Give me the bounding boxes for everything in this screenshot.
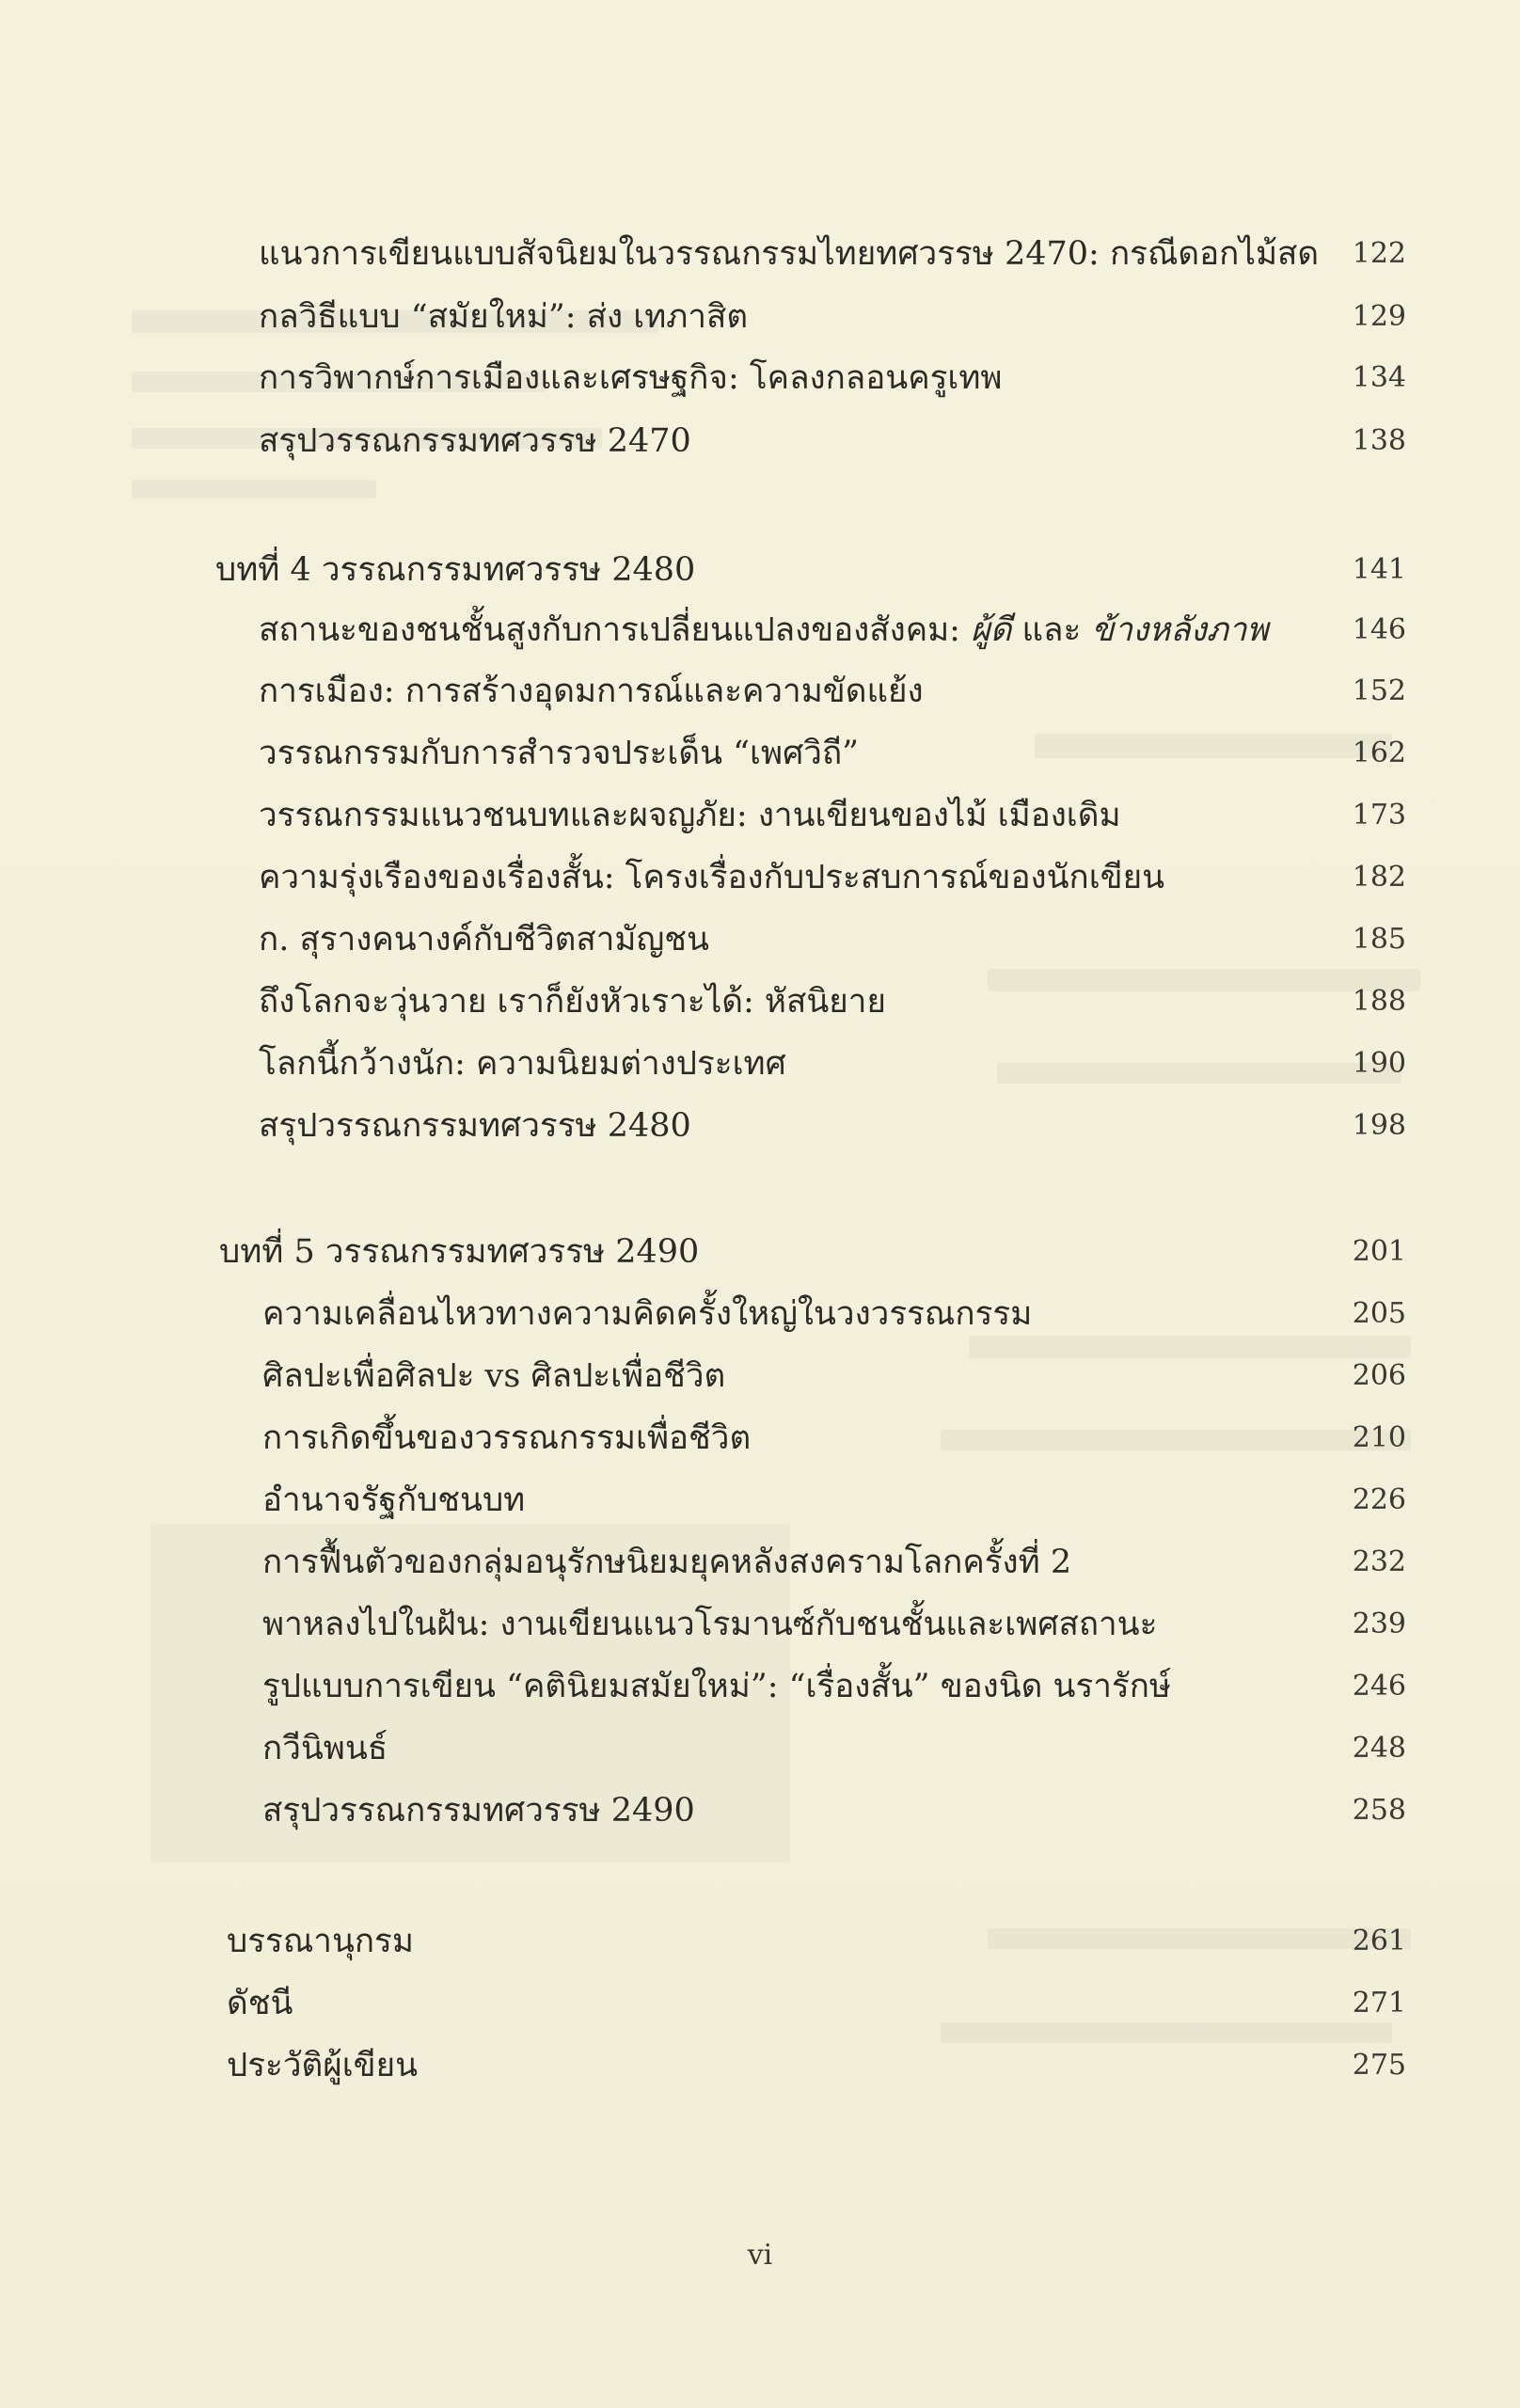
- title-text: สถานะของชนชั้นสูงกับการเปลี่ยนแปลงของสังคม:: [259, 611, 972, 649]
- toc-entry-title: การเมือง: การสร้างอุดมการณ์และความขัดแย้ง: [259, 673, 924, 710]
- toc-entry-title: การเกิดขึ้นของวรรณกรรมเพื่อชีวิต: [262, 1419, 752, 1457]
- toc-entry-page: 129: [1352, 300, 1406, 333]
- toc-entry: [223, 415, 1406, 467]
- toc-entry: [223, 1038, 1406, 1090]
- title-text: และ: [1011, 611, 1092, 649]
- page-number: vi: [747, 2239, 773, 2272]
- toc-entry-title: แนวการเขียนแบบสัจนิยมในวรรณกรรมไทยทศวรรษ 2470: กรณีดอกไม้สด: [259, 235, 1320, 273]
- toc-entry: [223, 975, 1406, 1028]
- toc-entry-page: 271: [1352, 1987, 1406, 2020]
- toc-entry-title: สรุปวรรณกรรมทศวรรษ 2470: [259, 422, 691, 460]
- toc-entry: [223, 727, 1406, 780]
- chapter-title: บทที่ 4 วรรณกรรมทศวรรษ 2480: [215, 551, 696, 589]
- toc-entry-title: กวีนิพนธ์: [262, 1730, 388, 1767]
- toc-entry-title: การวิพากษ์การเมืองและเศรษฐกิจ: โคลงกลอนครูเทพ: [259, 359, 1003, 397]
- toc-entry-page: 226: [1352, 1483, 1406, 1516]
- toc-entry-page: 173: [1352, 799, 1406, 832]
- chapter-page: 201: [1352, 1235, 1406, 1268]
- toc-entry-page: 275: [1352, 2049, 1406, 2082]
- toc-entry-title: กลวิธีแบบ “สมัยใหม่”: ส่ง เทภาสิต: [259, 298, 749, 336]
- toc-entry: [227, 1660, 1406, 1713]
- toc-entry-page: 258: [1352, 1794, 1406, 1827]
- toc-entry-title: บรรณานุกรม: [227, 1923, 414, 1960]
- toc-entry-page: 146: [1352, 613, 1406, 646]
- toc-entry-page: 246: [1352, 1670, 1406, 1703]
- toc-entry: [223, 228, 1406, 280]
- toc-entry-title: ถึงโลกจะวุ่นวาย เราก็ยังหัวเราะได้: หัสนิยาย: [259, 983, 886, 1021]
- toc-entry: [227, 1412, 1406, 1465]
- toc-entry: [223, 851, 1406, 904]
- toc-entry-title: วรรณกรรมกับการสำรวจประเด็น “เพศวิถี”: [259, 735, 860, 772]
- toc-entry-title: พาหลงไปในฝัน: งานเขียนแนวโรมานซ์กับชนชั้นและเพศสถานะ: [262, 1606, 1158, 1643]
- toc-entry: [223, 604, 1406, 657]
- book-title-italic: ผู้ดี: [971, 611, 1012, 649]
- toc-entry: [227, 1288, 1406, 1340]
- toc-entry-title: ความรุ่งเรืองของเรื่องสั้น: โครงเรื่องกับประสบการณ์ของนักเขียน: [259, 859, 1165, 896]
- toc-entry-page: 261: [1352, 1925, 1406, 1957]
- book-title-italic: ข้างหลังภาพ: [1091, 611, 1269, 649]
- toc-entry-page: 198: [1352, 1109, 1406, 1142]
- toc-entry-page: 232: [1352, 1545, 1406, 1578]
- toc-back-matter-entry: [227, 1977, 1406, 2030]
- toc-entry: [223, 291, 1406, 343]
- toc-entry-title: ความเคลื่อนไหวทางความคิดครั้งใหญ่ในวงวรรณกรรม: [262, 1295, 1033, 1333]
- toc-entry-title: ดัชนี: [227, 1985, 293, 2022]
- toc-entry: [223, 352, 1406, 404]
- toc-entry: [227, 1536, 1406, 1589]
- toc-entry-page: 210: [1352, 1421, 1406, 1454]
- toc-entry-page: 239: [1352, 1608, 1406, 1640]
- toc-entry-title: ศิลปะเพื่อศิลปะ vs ศิลปะเพื่อชีวิต: [262, 1357, 726, 1395]
- toc-back-matter-entry: [227, 2039, 1406, 2092]
- toc-entry: [227, 1350, 1406, 1402]
- toc-entry-title: โลกนี้กว้างนัก: ความนิยมต่างประเทศ: [259, 1045, 786, 1083]
- toc-entry-page: 122: [1352, 237, 1406, 270]
- chapter-title: บทที่ 5 วรรณกรรมทศวรรษ 2490: [219, 1233, 700, 1271]
- toc-entry: [227, 1598, 1406, 1651]
- toc-entry: [223, 913, 1406, 966]
- toc-entry: [227, 1474, 1406, 1527]
- toc-entry-page: 185: [1352, 923, 1406, 956]
- toc-entry-title: การฟื้นตัวของกลุ่มอนุรักษนิยมยุคหลังสงครามโลกครั้งที่ 2: [262, 1544, 1072, 1581]
- chapter-page: 141: [1352, 553, 1406, 586]
- toc-entry-title: ประวัติผู้เขียน: [227, 2047, 419, 2084]
- toc-chapter-heading: [219, 1226, 1406, 1278]
- toc-entry-title: สรุปวรรณกรรมทศวรรษ 2480: [259, 1107, 691, 1145]
- toc-back-matter-entry: [227, 1915, 1406, 1968]
- toc-entry: [227, 1784, 1406, 1837]
- toc-chapter-heading: [215, 544, 1406, 596]
- toc-entry-page: 190: [1352, 1047, 1406, 1080]
- toc-entry-page: 162: [1352, 737, 1406, 769]
- toc-entry-page: 152: [1352, 674, 1406, 707]
- toc-entry-title: รูปแบบการเขียน “คตินิยมสมัยใหม่”: “เรื่องสั้น” ของนิด นรารักษ์: [262, 1668, 1171, 1705]
- toc-entry-page: 134: [1352, 361, 1406, 394]
- toc-entry-title: สรุปวรรณกรรมทศวรรษ 2490: [262, 1792, 695, 1830]
- toc-entry-title: อำนาจรัฐกับชนบท: [262, 1481, 526, 1519]
- toc-entry-title: [259, 604, 1269, 657]
- toc-entry-page: 138: [1352, 424, 1406, 457]
- toc-entry-title: ก. สุรางคนางค์กับชีวิตสามัญชน: [259, 921, 709, 958]
- toc-entry: [223, 665, 1406, 718]
- toc-entry: [223, 1100, 1406, 1152]
- toc-entry-page: 206: [1352, 1359, 1406, 1392]
- toc-entry-page: 188: [1352, 985, 1406, 1018]
- toc-entry: [227, 1722, 1406, 1775]
- toc-entry-title: วรรณกรรมแนวชนบทและผจญภัย: งานเขียนของไม้ เมืองเดิม: [259, 797, 1121, 834]
- toc-entry-page: 248: [1352, 1732, 1406, 1765]
- toc-entry-page: 205: [1352, 1297, 1406, 1330]
- toc-entry: [223, 789, 1406, 842]
- toc-entry-page: 182: [1352, 861, 1406, 894]
